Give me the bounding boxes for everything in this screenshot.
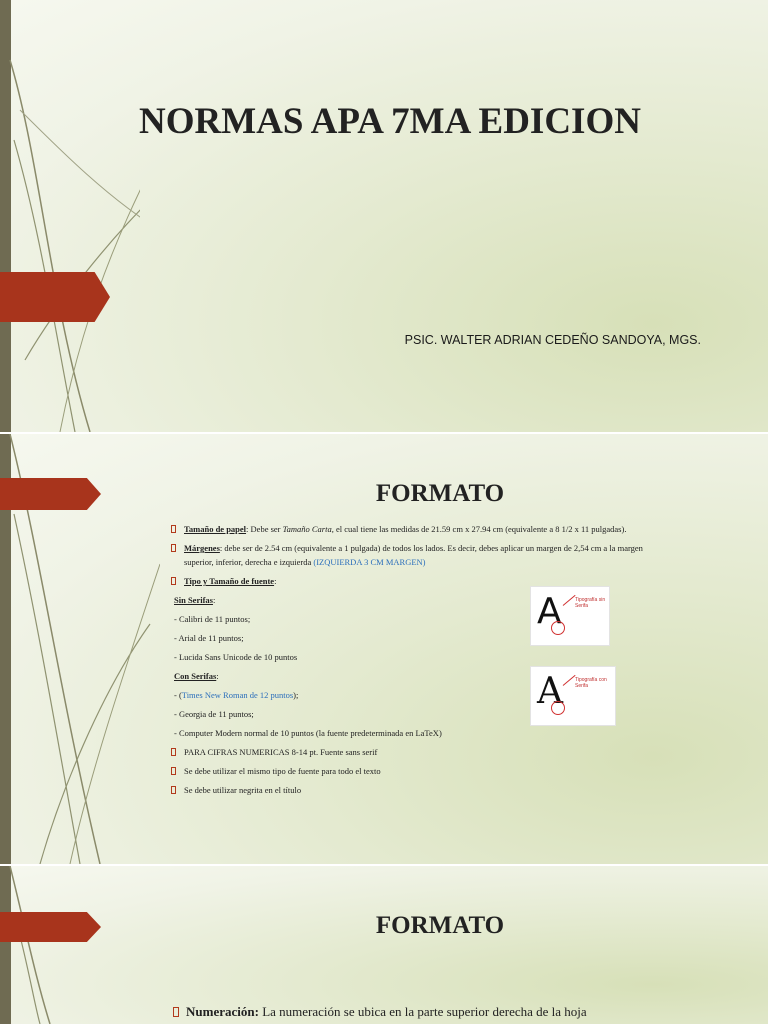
numeracion-content: [172, 1004, 587, 1020]
list-item: - Arial de 11 puntos;: [174, 633, 244, 643]
list-item: - Calibri de 11 puntos;: [174, 614, 251, 624]
sans-serif-sample-image: A Tipografía sin Serifa: [530, 586, 610, 646]
list-item: Numeración: La numeración se ubica en la parte superior derecha de la hoja: [172, 1004, 587, 1020]
list-item: Sin Serifas:: [174, 595, 216, 605]
section-title: FORMATO: [375, 912, 505, 939]
section-title: FORMATO: [375, 480, 505, 507]
left-stripe: [0, 0, 11, 432]
serif-sample-image: A Tipografía con Serifa: [530, 666, 616, 726]
list-item: - (Times New Roman de 12 puntos);: [174, 690, 299, 700]
slide-1: [0, 0, 768, 432]
list-item: Con Serifas:: [174, 671, 219, 681]
list-item: PARA CIFRAS NUMERICAS 8-14 pt. Fuente sans serif: [170, 745, 730, 759]
grass-decoration: [0, 0, 140, 432]
list-item: Tamaño de papel: Debe ser Tamaño Carta, el cual tiene las medidas de 21.59 cm x 27.94 cm (equivalente a 8 1/2 x 11 pulgadas).: [170, 522, 730, 536]
list-item: Se debe utilizar el mismo tipo de fuente para todo el texto: [170, 764, 730, 778]
slide-2: [0, 434, 768, 864]
times-link[interactable]: Times New Roman de 12 puntos: [181, 690, 294, 700]
formato-content: [170, 522, 730, 797]
list-item: - Lucida Sans Unicode de 10 puntos: [174, 652, 298, 662]
slide-title: NORMAS APA 7MA EDICION: [139, 101, 641, 142]
grass-decoration: [0, 866, 160, 1024]
list-item: Márgenes: debe ser de 2.54 cm (equivalente a 1 pulgada) de todos los lados. Es decir, debes aplicar un margen de 2,54 cm a la margen superior, inferior, derecha e izquierda (IZQUIERDA 3 CM MARGEN): [170, 541, 730, 569]
left-stripe: [0, 866, 11, 1024]
author-subtitle: PSIC. WALTER ADRIAN CEDEÑO SANDOYA, MGS.: [404, 333, 701, 347]
list-item: Tipo y Tamaño de fuente:: [170, 574, 730, 588]
list-item: - Georgia de 11 puntos;: [174, 709, 254, 719]
list-item: - Computer Modern normal de 10 puntos (la fuente predeterminada en LaTeX): [174, 728, 442, 738]
accent-tab: [0, 272, 110, 322]
slide-3: [0, 866, 768, 1024]
list-item: Se debe utilizar negrita en el título: [170, 783, 730, 797]
